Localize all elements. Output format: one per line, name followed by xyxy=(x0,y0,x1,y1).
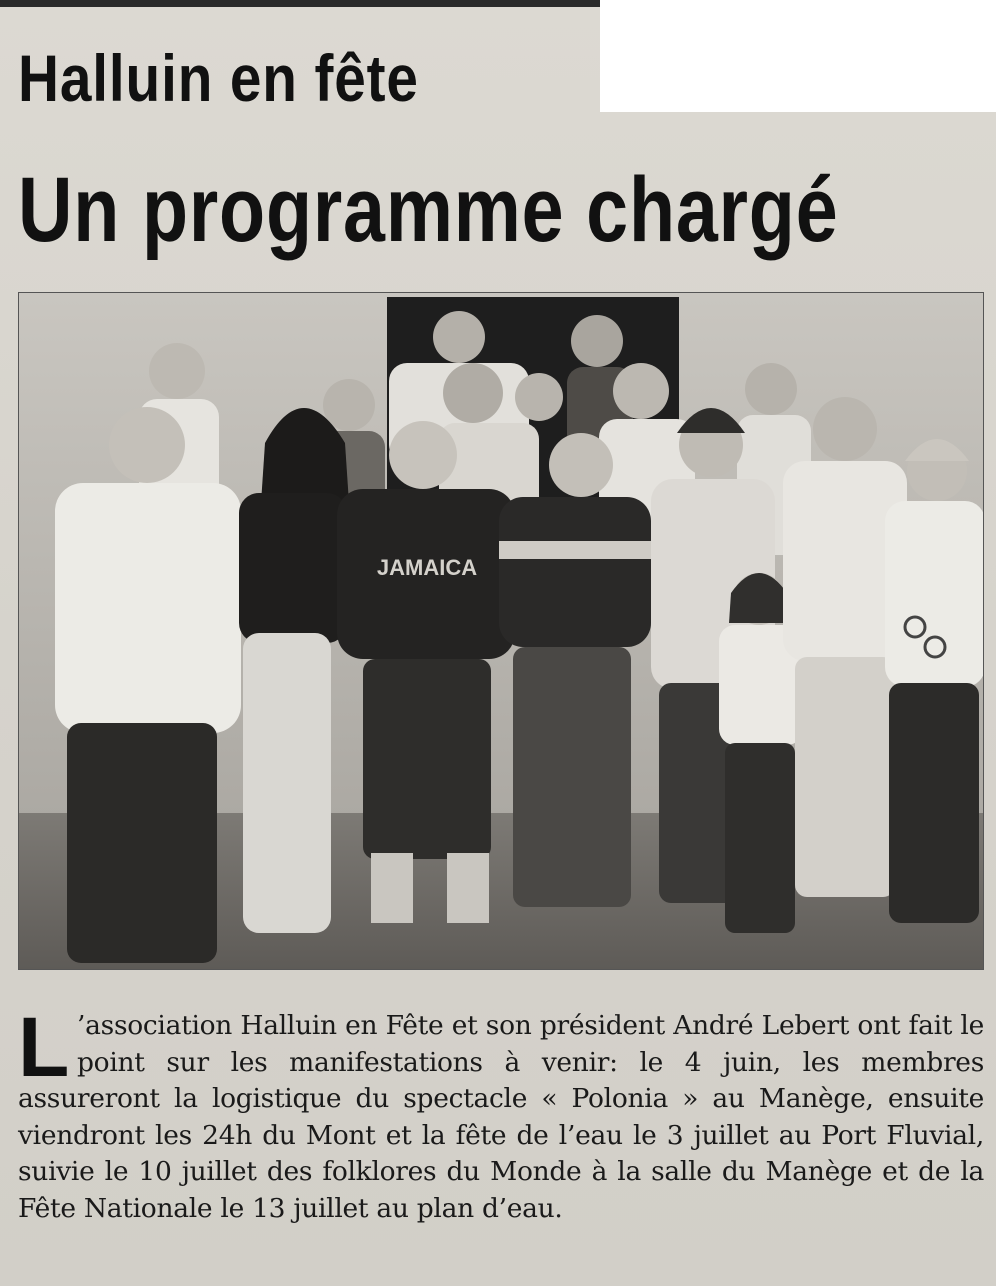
article-body xyxy=(18,1000,984,1227)
shirt-text: JAMAICA xyxy=(376,555,478,580)
top-rule xyxy=(0,0,600,7)
group-photo-illustration xyxy=(19,293,983,969)
article-text: ’association Halluin en Fête et son président André Lebert ont fait le point sur les manifestations à venir: le 4 juin, les membres assureront la logistique du spectacle « Polonia » au Manège, ensuite viendront les 24h du Mont et la fête de l’eau le 3 juillet au Port Fluvial, suivie le 10 juillet des folklores du Monde à la salle du Manège et de la Fête Nationale le 13 juillet au plan d’eau. xyxy=(18,1010,984,1224)
article-dropcap: L xyxy=(18,1000,70,1094)
group-photo xyxy=(18,292,984,970)
headline-line-1: Halluin en fête xyxy=(18,41,419,115)
blank-corner xyxy=(600,0,996,112)
headline-line-2: Un programme chargé xyxy=(18,159,839,261)
